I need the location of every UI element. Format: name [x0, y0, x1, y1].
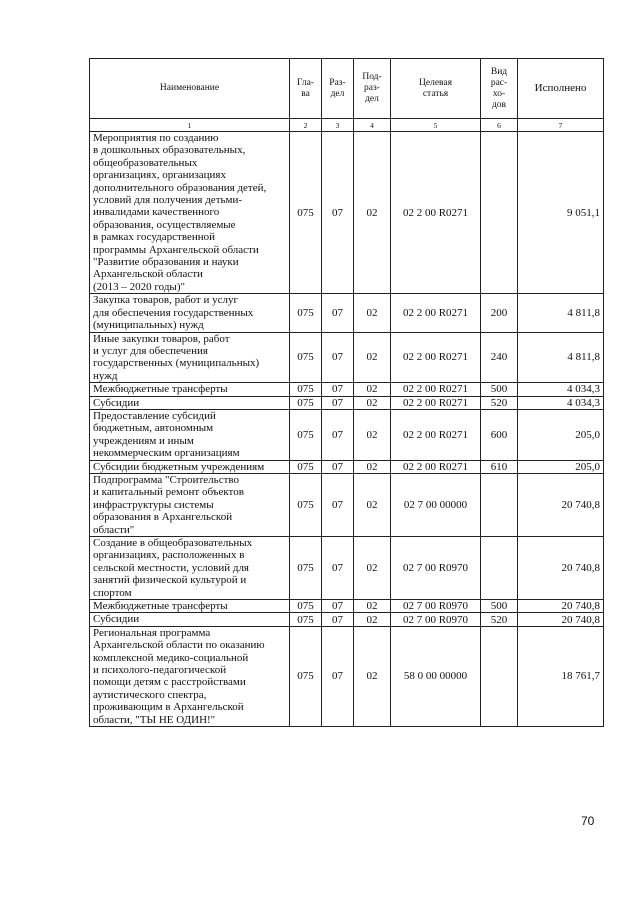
- cell-executed: 4 811,8: [518, 294, 604, 332]
- cell-vid: 500: [481, 600, 518, 613]
- cell-vid: [481, 132, 518, 294]
- cell-podrazdel: 02: [354, 383, 391, 396]
- cell-razdel: 07: [322, 294, 354, 332]
- cell-glava: 075: [290, 600, 322, 613]
- table-row: [90, 294, 604, 332]
- cell-target: 02 2 00 R0271: [391, 396, 481, 409]
- cell-executed: 20 740,8: [518, 613, 604, 626]
- cell-target: 02 7 00 00000: [391, 473, 481, 536]
- cell-razdel: 07: [322, 626, 354, 726]
- cell-glava: 075: [290, 396, 322, 409]
- page-number: 70: [581, 814, 595, 828]
- cell-vid: 240: [481, 332, 518, 383]
- cell-target: 02 2 00 R0271: [391, 294, 481, 332]
- cell-razdel: 07: [322, 132, 354, 294]
- column-number-row: [90, 119, 604, 132]
- cell-name: Подпрограмма "Строительство и капитальный ремонт объектов инфраструктуры системы образования в Архангельской области": [90, 473, 290, 536]
- cell-name: Иные закупки товаров, работ и услуг для обеспечения государственных (муниципальных) нужд: [90, 332, 290, 383]
- cell-name: Субсидии: [90, 396, 290, 409]
- cell-razdel: 07: [322, 383, 354, 396]
- cell-vid: 500: [481, 383, 518, 396]
- table-row: [90, 600, 604, 613]
- header-target: Целевая статья: [391, 59, 481, 119]
- cell-glava: 075: [290, 132, 322, 294]
- cell-razdel: 07: [322, 473, 354, 536]
- table-row: [90, 613, 604, 626]
- cell-target: 02 7 00 R0970: [391, 600, 481, 613]
- cell-glava: 075: [290, 626, 322, 726]
- header-glava: Гла- ва: [290, 59, 322, 119]
- cell-executed: 4 034,3: [518, 383, 604, 396]
- cell-target: 02 2 00 R0271: [391, 460, 481, 473]
- cell-glava: 075: [290, 294, 322, 332]
- table-row: [90, 626, 604, 726]
- cell-podrazdel: 02: [354, 473, 391, 536]
- cell-executed: 4 811,8: [518, 332, 604, 383]
- cell-name: Межбюджетные трансферты: [90, 600, 290, 613]
- header-row: [90, 59, 604, 119]
- cell-target: 02 2 00 R0271: [391, 132, 481, 294]
- column-number: 5: [391, 119, 481, 132]
- cell-executed: 205,0: [518, 460, 604, 473]
- column-number: 6: [481, 119, 518, 132]
- cell-name: Субсидии бюджетным учреждениям: [90, 460, 290, 473]
- cell-vid: [481, 626, 518, 726]
- header-vid: Вид рас- хо- дов: [481, 59, 518, 119]
- table-row: [90, 332, 604, 383]
- cell-glava: 075: [290, 409, 322, 460]
- cell-vid: 520: [481, 396, 518, 409]
- header-name: Наименование: [90, 59, 290, 119]
- cell-target: 02 2 00 R0271: [391, 332, 481, 383]
- cell-podrazdel: 02: [354, 460, 391, 473]
- cell-vid: 600: [481, 409, 518, 460]
- table-row: [90, 132, 604, 294]
- cell-name: Предоставление субсидий бюджетным, автономным учреждениям и иным некоммерческим организациям: [90, 409, 290, 460]
- cell-podrazdel: 02: [354, 626, 391, 726]
- header-executed: Исполнено: [518, 59, 604, 119]
- cell-razdel: 07: [322, 613, 354, 626]
- column-number: 4: [354, 119, 391, 132]
- cell-glava: 075: [290, 473, 322, 536]
- table-row: [90, 537, 604, 600]
- cell-target: 02 2 00 R0271: [391, 409, 481, 460]
- cell-podrazdel: 02: [354, 613, 391, 626]
- table-row: [90, 396, 604, 409]
- cell-glava: 075: [290, 383, 322, 396]
- table-row: [90, 383, 604, 396]
- column-number: 1: [90, 119, 290, 132]
- cell-vid: 610: [481, 460, 518, 473]
- header-podrazdel: Под- раз- дел: [354, 59, 391, 119]
- cell-name: Создание в общеобразовательных организациях, расположенных в сельской местности, условий для занятий физической культурой и спортом: [90, 537, 290, 600]
- cell-podrazdel: 02: [354, 294, 391, 332]
- cell-executed: 20 740,8: [518, 537, 604, 600]
- cell-razdel: 07: [322, 600, 354, 613]
- column-number: 2: [290, 119, 322, 132]
- cell-vid: 200: [481, 294, 518, 332]
- cell-podrazdel: 02: [354, 600, 391, 613]
- cell-glava: 075: [290, 460, 322, 473]
- cell-target: 58 0 00 00000: [391, 626, 481, 726]
- cell-executed: 20 740,8: [518, 473, 604, 536]
- cell-executed: 205,0: [518, 409, 604, 460]
- cell-vid: [481, 473, 518, 536]
- cell-executed: 20 740,8: [518, 600, 604, 613]
- cell-podrazdel: 02: [354, 409, 391, 460]
- cell-podrazdel: 02: [354, 332, 391, 383]
- cell-glava: 075: [290, 537, 322, 600]
- cell-razdel: 07: [322, 537, 354, 600]
- cell-target: 02 7 00 R0970: [391, 537, 481, 600]
- cell-razdel: 07: [322, 460, 354, 473]
- cell-target: 02 7 00 R0970: [391, 613, 481, 626]
- table-row: [90, 460, 604, 473]
- cell-executed: 9 051,1: [518, 132, 604, 294]
- column-number: 3: [322, 119, 354, 132]
- cell-glava: 075: [290, 613, 322, 626]
- table-row: [90, 409, 604, 460]
- cell-razdel: 07: [322, 332, 354, 383]
- cell-podrazdel: 02: [354, 396, 391, 409]
- cell-razdel: 07: [322, 396, 354, 409]
- cell-name: Межбюджетные трансферты: [90, 383, 290, 396]
- header-razdel: Раз- дел: [322, 59, 354, 119]
- cell-name: Мероприятия по созданию в дошкольных образовательных, общеобразовательных организациях, организациях дополнительного образования детей, условий для получения детьми- инвалидами качественного образования, осуществляемые в рамках государственной программы Архангельской области "Развитие образования и науки Архангельской области (2013 – 2020 годы)": [90, 132, 290, 294]
- cell-razdel: 07: [322, 409, 354, 460]
- cell-podrazdel: 02: [354, 132, 391, 294]
- cell-vid: 520: [481, 613, 518, 626]
- cell-name: Закупка товаров, работ и услуг для обеспечения государственных (муниципальных) нужд: [90, 294, 290, 332]
- cell-executed: 18 761,7: [518, 626, 604, 726]
- cell-name: Субсидии: [90, 613, 290, 626]
- cell-podrazdel: 02: [354, 537, 391, 600]
- column-number: 7: [518, 119, 604, 132]
- cell-target: 02 2 00 R0271: [391, 383, 481, 396]
- cell-vid: [481, 537, 518, 600]
- cell-executed: 4 034,3: [518, 396, 604, 409]
- table-row: [90, 473, 604, 536]
- cell-name: Региональная программа Архангельской области по оказанию комплексной медико-социальной и психолого-педагогической помощи детям с расстройствами аутистического спектра, проживающим в Архангельской области, "ТЫ НЕ ОДИН!": [90, 626, 290, 726]
- cell-glava: 075: [290, 332, 322, 383]
- budget-table: [89, 58, 604, 727]
